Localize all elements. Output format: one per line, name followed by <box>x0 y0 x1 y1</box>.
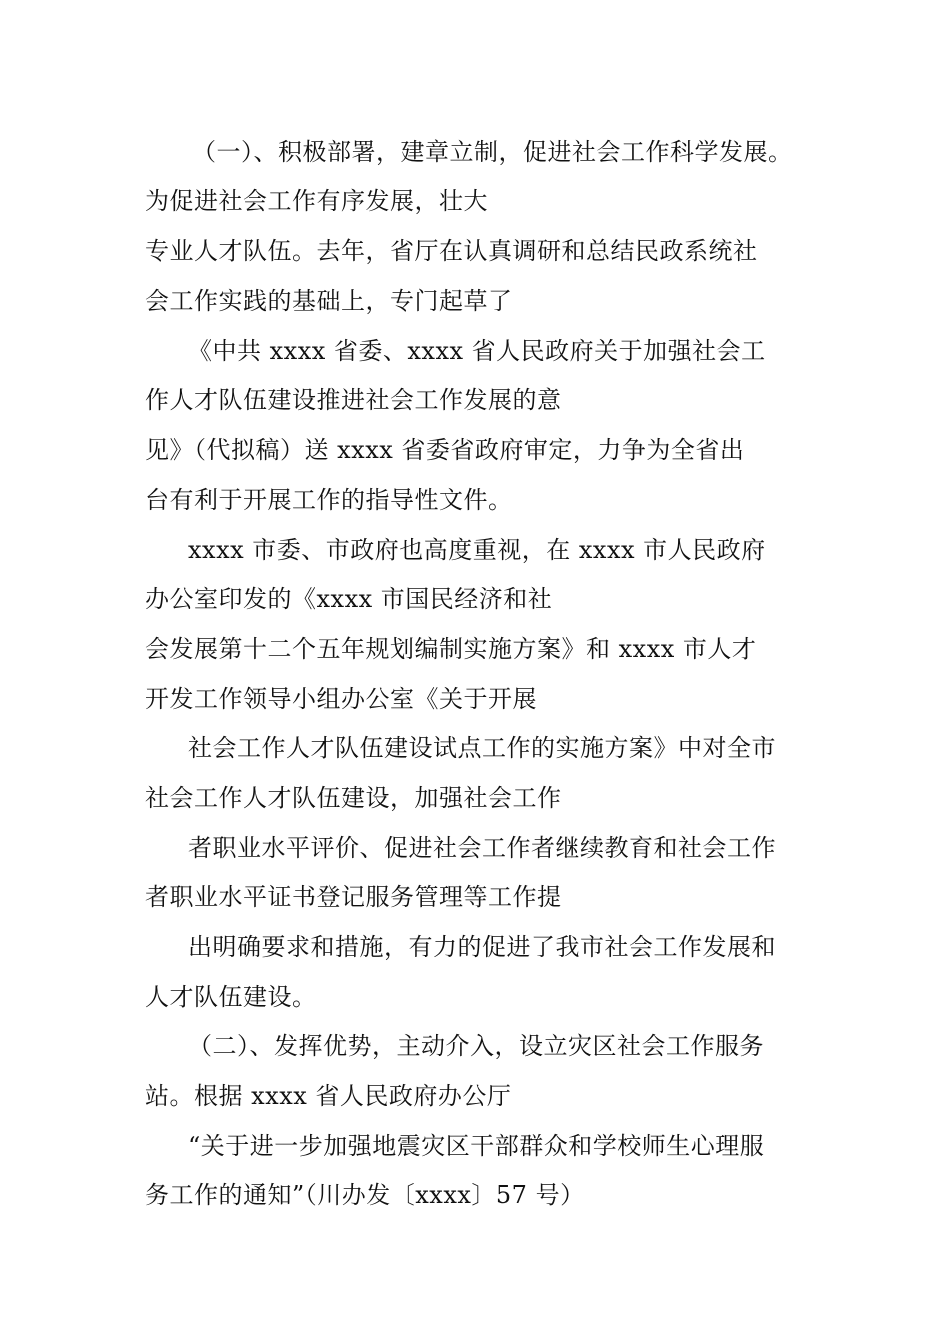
text-line: 会发展第十二个五年规划编制实施方案》和 xxxx 市人才 <box>145 635 757 663</box>
text-line: 办公室印发的《xxxx 市国民经济和社 <box>145 585 553 613</box>
text-line: 人才队伍建设。 <box>145 983 317 1011</box>
text-line: 站。根据 xxxx 省人民政府办公厅 <box>145 1082 512 1110</box>
text-line: 社会工作人才队伍建设，加强社会工作 <box>145 784 562 812</box>
text-line: 社会工作人才队伍建设试点工作的实施方案》中对全市 <box>188 734 776 762</box>
text-line: （二）、发挥优势，主动介入，设立灾区社会工作服务 <box>188 1032 764 1060</box>
text-line: 作人才队伍建设推进社会工作发展的意 <box>145 386 562 414</box>
text-line: 者职业水平评价、促进社会工作者继续教育和社会工作 <box>188 834 776 862</box>
text-line: （一）、积极部署，建章立制，促进社会工作科学发展。 <box>192 138 793 166</box>
text-line: 者职业水平证书登记服务管理等工作提 <box>145 883 562 911</box>
text-line: “关于进一步加强地震灾区干部群众和学校师生心理服 <box>188 1132 765 1160</box>
text-line: xxxx 市委、市政府也高度重视，在 xxxx 市人民政府 <box>188 536 766 564</box>
text-line: 出明确要求和措施，有力的促进了我市社会工作发展和 <box>188 933 776 961</box>
text-line: 台有利于开展工作的指导性文件。 <box>145 486 513 514</box>
text-line: 开发工作领导小组办公室《关于开展 <box>145 685 537 713</box>
text-line: 见》（代拟稿）送 xxxx 省委省政府审定，力争为全省出 <box>145 436 745 464</box>
text-line: 专业人才队伍。去年，省厅在认真调研和总结民政系统社 <box>145 237 758 265</box>
text-line: 《中共 xxxx 省委、xxxx 省人民政府关于加强社会工 <box>188 337 766 365</box>
text-line: 会工作实践的基础上，专门起草了 <box>145 287 513 315</box>
text-line: 为促进社会工作有序发展，壮大 <box>145 187 488 215</box>
text-line: 务工作的通知”（川办发〔xxxx〕57 号） <box>145 1181 585 1209</box>
